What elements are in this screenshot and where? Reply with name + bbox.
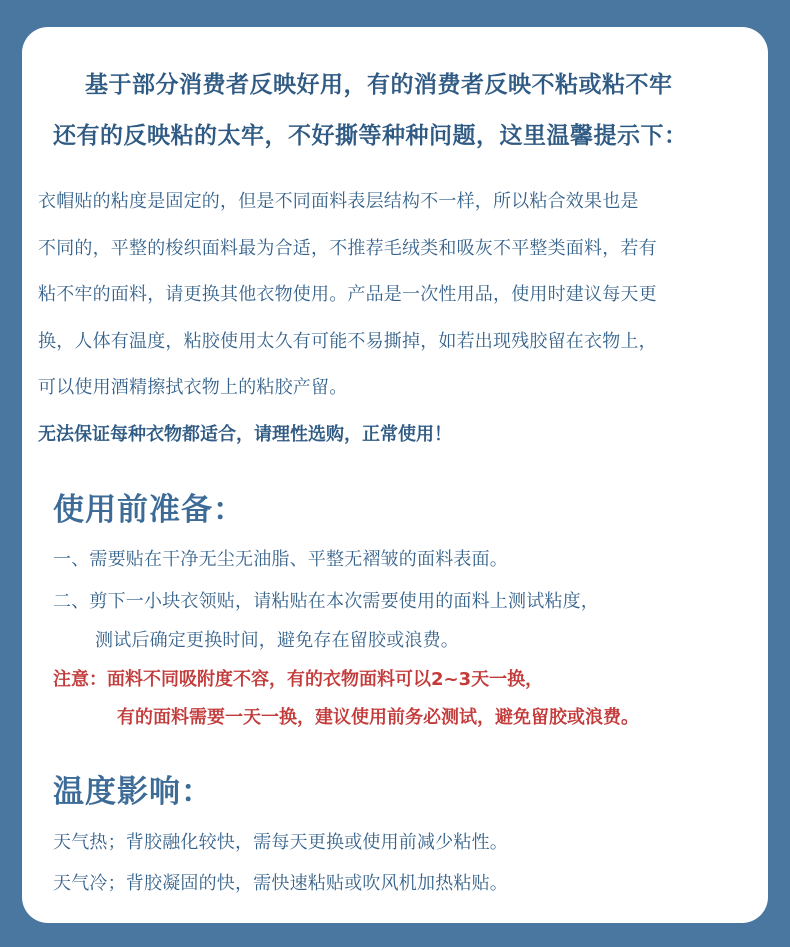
preparation-title: 使用前准备：: [53, 492, 245, 528]
intro-paragraph-line: 粘不牢的面料，请更换其他衣物使用。产品是一次性用品，使用时建议每天更: [38, 284, 657, 305]
temperature-title: 温度影响：: [53, 774, 213, 810]
intro-headline-line2: 还有的反映粘的太牢，不好撕等种种问题，这里温馨提示下：: [53, 123, 688, 149]
temperature-cold: 天气冷；背胶凝固的快，需快速粘贴或吹风机加热粘贴。: [53, 873, 508, 894]
preparation-step-1: 一、需要贴在干净无尘无油脂、平整无褶皱的面料表面。: [53, 549, 508, 570]
intro-paragraph-line: 衣帽贴的粘度是固定的，但是不同面料表层结构不一样，所以粘合效果也是: [38, 191, 639, 212]
temperature-hot: 天气热；背胶融化较快，需每天更换或使用前减少粘性。: [53, 832, 508, 853]
intro-paragraph-line: 换，人体有温度，粘胶使用太久有可能不易撕掉，如若出现残胶留在衣物上，: [38, 331, 657, 352]
warning-note-line2: 有的面料需要一天一换，建议使用前务必测试，避免留胶或浪费。: [117, 707, 639, 728]
preparation-step-2: 二、剪下一小块衣领贴，请粘贴在本次需要使用的面料上测试粘度，: [53, 591, 599, 612]
preparation-step-2-continued: 测试后确定更换时间，避免存在留胶或浪费。: [95, 630, 459, 651]
warning-note-line1: 注意：面料不同吸附度不容，有的衣物面料可以2~3天一换，: [53, 669, 544, 690]
intro-paragraph-line: 不同的，平整的梭织面料最为合适，不推荐毛绒类和吸灰不平整类面料，若有: [38, 238, 657, 259]
intro-emphasis: 无法保证每种衣物都适合，请理性选购，正常使用！: [38, 424, 452, 445]
intro-headline-line1: 基于部分消费者反映好用，有的消费者反映不粘或粘不牢: [85, 72, 673, 98]
intro-paragraph-line: 可以使用酒精擦拭衣物上的粘胶产留。: [38, 377, 348, 398]
